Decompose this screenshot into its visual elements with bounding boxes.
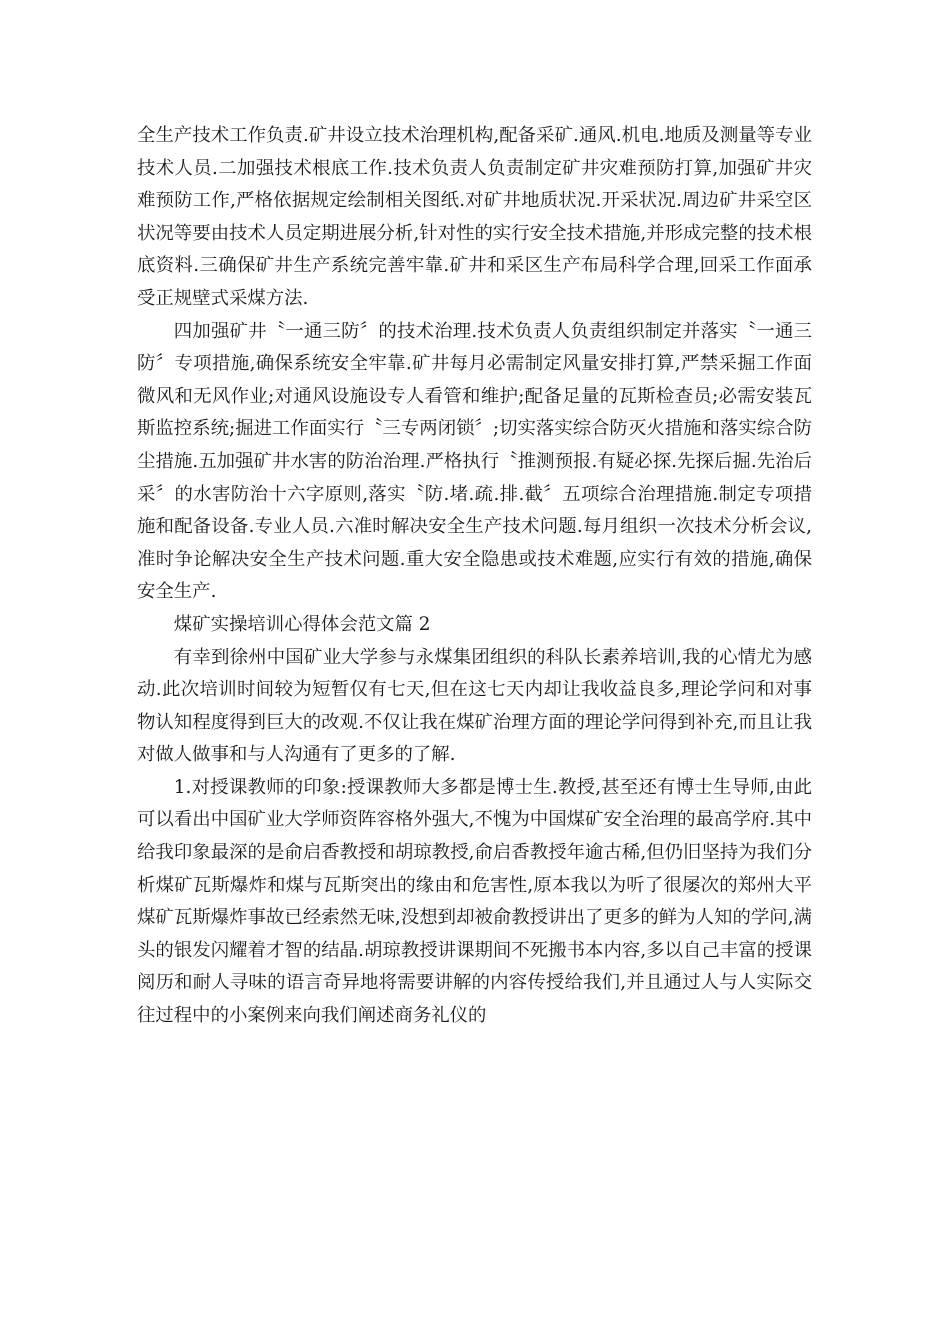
paragraph-technical-management: 全生产技术工作负责.矿井设立技术治理机构,配备采矿.通风.机电.地质及测量等专业技术人员.二加强技术根底工作.技术负责人负责制定矿井灾难预防打算,加强矿井灾难预防工作,严格依据规定绘制相关图纸.对矿井地质状况.开采状况.周边矿井采空区状况等要由技术人员定期进展分析,针对性的实行安全技术措施,并形成完整的技术根底资料.三确保矿井生产系统完善牢靠.矿井和采区生产布局科学合理,回采工作面承受正规壁式采煤方法.	[137, 125, 812, 309]
paragraph-training-intro: 有幸到徐州中国矿业大学参与永煤集团组织的科队长素养培训,我的心情尤为感动.此次培训时间较为短暂仅有七天,但在这七天内却让我收益良多,理论学问和对事物认知程度得到巨大的改观.不仅让我在煤矿治理方面的理论学问得到补充,而且让我对做人做事和与人沟通有了更多的了解.	[137, 646, 812, 766]
paragraph-teacher-impression: 1.对授课教师的印象:授课教师大多都是博士生.教授,甚至还有博士生导师,由此可以看出中国矿业大学师资阵容格外强大,不愧为中国煤矿安全治理的最高学府.其中给我印象最深的是俞启香教授和胡琼教授,俞启香教授年逾古稀,但仍旧坚持为我们分析煤矿瓦斯爆炸和煤与瓦斯突出的缘由和危害性,原本我以为听了很屡次的郑州大平煤矿瓦斯爆炸事故已经索然无味,没想到却被俞教授讲出了更多的鲜为人知的学问,满头的银发闪耀着才智的结晶.胡琼教授讲课期间不死搬书本内容,多以自己丰富的授课阅历和耐人寻味的语言奇异地将需要讲解的内容传授给我们,并且通过人与人实际交往过程中的小案例来向我们阐述商务礼仪的	[137, 776, 812, 1027]
paragraph-ventilation-water-control: 四加强矿井〝一通三防〞的技术治理.技术负责人负责组织制定并落实〝一通三防〞专项措施,确保系统安全牢靠.矿井每月必需制定风量安排打算,严禁采掘工作面微风和无风作业;对通风设施设专人看管和维护;配备足量的瓦斯检查员;必需安装瓦斯监控系统;掘进工作面实行〝三专两闭锁〞;切实落实综合防灭火措施和落实综合防尘措施.五加强矿井水害的防治治理.严格执行〝推测预报.有疑必探.先探后掘.先治后采〞的水害防治十六字原则,落实〝防.堵.疏.排.截〞五项综合治理措施.制定专项措施和配备设备.专业人员.六准时解决安全生产技术问题.每月组织一次技术分析会议,准时争论解决安全生产技术问题.重大安全隐患或技术难题,应实行有效的措施,确保安全生产.	[137, 320, 812, 603]
document-body	[137, 120, 812, 1033]
section-heading: 煤矿实操培训心得体会范文篇 2	[173, 613, 431, 635]
